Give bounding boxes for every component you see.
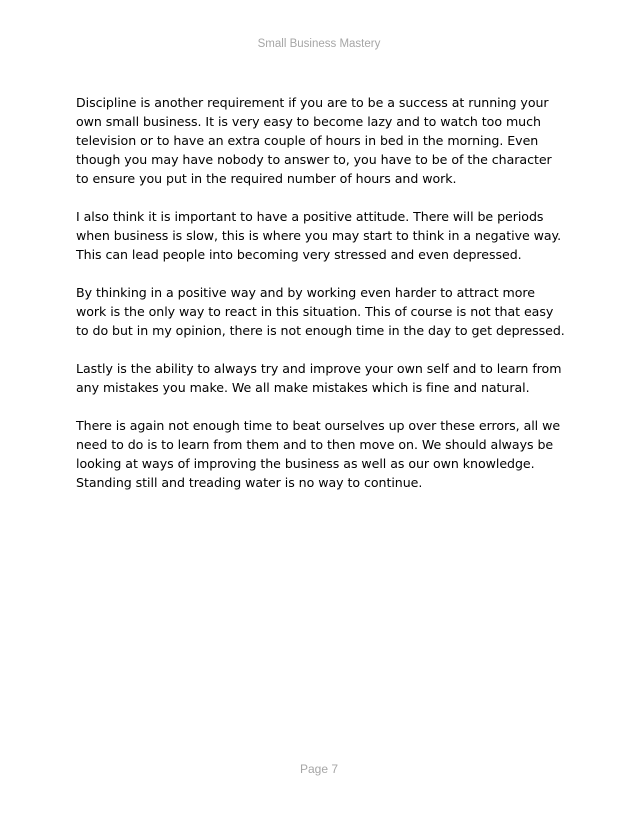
page-number: Page 7 [299,762,339,776]
paragraph-learn-from-errors: There is again not enough time to beat ourselves up over these errors, all we need to do is to learn from them and to then move on. We should always be looking at ways of improving the business as well as our own knowledge. Standing still and treading water is no way to continue. [76,418,561,490]
running-header: Small Business Mastery [257,38,381,50]
paragraph-discipline: Discipline is another requirement if you are to be a success at running your own small business. It is very easy to become lazy and to watch too much television or to have an extra couple of hours in bed in the morning. Even though you may have nobody to answer to, you have to be of the character to ensure you put in the required number of hours and work. [76,95,552,186]
body-text [76,93,566,511]
paragraph-self-improvement: Lastly is the ability to always try and improve your own self and to learn from any mistakes you make. We all make mistakes which is fine and natural. [76,361,562,395]
paragraph-positive-thinking: By thinking in a positive way and by working even harder to attract more work is the only way to react in this situation. This of course is not that easy to do but in my opinion, there is not enough time in the day to get depressed. [76,285,565,338]
paragraph-positive-attitude: I also think it is important to have a positive attitude. There will be periods when business is slow, this is where you may start to think in a negative way. This can lead people into becoming very stressed and even depressed. [76,209,562,262]
